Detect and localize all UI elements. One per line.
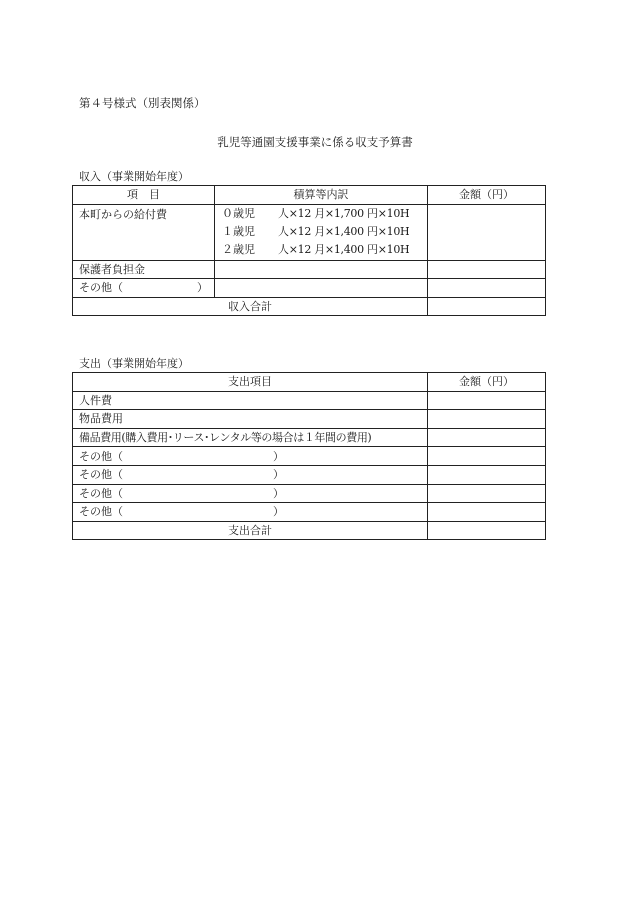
calc-line-age-0 <box>221 205 421 223</box>
document-title: 乳児等通園支援事業に係る収支予算書 <box>217 135 413 149</box>
benefit-label: 本町からの給付費 <box>73 204 215 260</box>
expense-row-equipment <box>73 428 546 447</box>
income-other-label[interactable] <box>73 279 215 298</box>
income-row-benefit <box>73 204 546 260</box>
calc-line-age-2 <box>221 241 421 259</box>
expense-other-close: ） <box>273 505 284 519</box>
expense-table <box>72 372 546 540</box>
expense-row-other <box>73 484 546 503</box>
expense-item-label: 物品費用 <box>73 410 428 429</box>
income-row-other <box>73 279 546 298</box>
expense-amount-cell[interactable] <box>428 484 546 503</box>
income-other-open: その他（ <box>79 281 123 295</box>
income-table <box>72 185 546 316</box>
calc-age-2: ２歳児 <box>222 242 255 256</box>
expense-item-label: 備品費用(購入費用･リース･レンタル等の場合は１年間の費用) <box>73 428 428 447</box>
expense-row-other <box>73 465 546 484</box>
expense-total-label: 支出合計 <box>73 521 428 540</box>
expense-other-label[interactable] <box>73 465 428 484</box>
guardian-label: 保護者負担金 <box>73 260 215 279</box>
income-other-amount-cell[interactable] <box>428 279 546 298</box>
income-total-amount-cell[interactable] <box>428 297 546 316</box>
expense-header-item: 支出項目 <box>73 373 428 392</box>
expense-other-label[interactable] <box>73 503 428 522</box>
expense-row-supplies <box>73 410 546 429</box>
expense-section-label: 支出（事業開始年度） <box>79 357 189 370</box>
income-row-guardian <box>73 260 546 279</box>
guardian-calc-cell[interactable] <box>215 260 428 279</box>
income-total-row <box>73 297 546 316</box>
calc-line-age-1 <box>221 223 421 241</box>
income-header-row <box>73 186 546 205</box>
expense-item-label: 人件費 <box>73 391 428 410</box>
expense-amount-cell[interactable] <box>428 428 546 447</box>
expense-amount-cell[interactable] <box>428 465 546 484</box>
income-total-label: 収入合計 <box>73 297 428 316</box>
income-header-amount: 金額（円） <box>428 186 546 205</box>
expense-header-amount: 金額（円） <box>428 373 546 392</box>
expense-other-open: その他（ <box>79 449 123 463</box>
calc-formula-2: 人×12 月×1,400 円×10H <box>278 242 410 256</box>
expense-header-row <box>73 373 546 392</box>
benefit-amount-cell[interactable] <box>428 204 546 260</box>
expense-amount-cell[interactable] <box>428 503 546 522</box>
expense-other-close: ） <box>273 449 284 463</box>
income-header-item: 項 目 <box>73 186 215 205</box>
expense-other-label[interactable] <box>73 447 428 466</box>
guardian-amount-cell[interactable] <box>428 260 546 279</box>
form-number: 第４号様式（別表関係） <box>79 96 206 110</box>
income-header-calc: 積算等内訳 <box>215 186 428 205</box>
calc-age-1: １歳児 <box>222 224 255 238</box>
expense-other-open: その他（ <box>79 468 123 482</box>
income-other-calc-cell[interactable] <box>215 279 428 298</box>
expense-other-open: その他（ <box>79 505 123 519</box>
expense-row-other <box>73 503 546 522</box>
expense-other-close: ） <box>273 486 284 500</box>
expense-total-amount-cell[interactable] <box>428 521 546 540</box>
expense-amount-cell[interactable] <box>428 447 546 466</box>
calc-formula-1: 人×12 月×1,400 円×10H <box>278 224 410 238</box>
expense-amount-cell[interactable] <box>428 391 546 410</box>
calc-age-0: ０歳児 <box>222 206 255 220</box>
expense-total-row <box>73 521 546 540</box>
income-section-label: 収入（事業開始年度） <box>79 170 189 183</box>
expense-row-personnel <box>73 391 546 410</box>
expense-other-open: その他（ <box>79 486 123 500</box>
expense-other-label[interactable] <box>73 484 428 503</box>
expense-row-other <box>73 447 546 466</box>
expense-other-close: ） <box>273 468 284 482</box>
expense-amount-cell[interactable] <box>428 410 546 429</box>
benefit-calc <box>215 204 428 260</box>
calc-formula-0: 人×12 月×1,700 円×10H <box>278 206 410 220</box>
income-other-close: ） <box>197 281 208 295</box>
